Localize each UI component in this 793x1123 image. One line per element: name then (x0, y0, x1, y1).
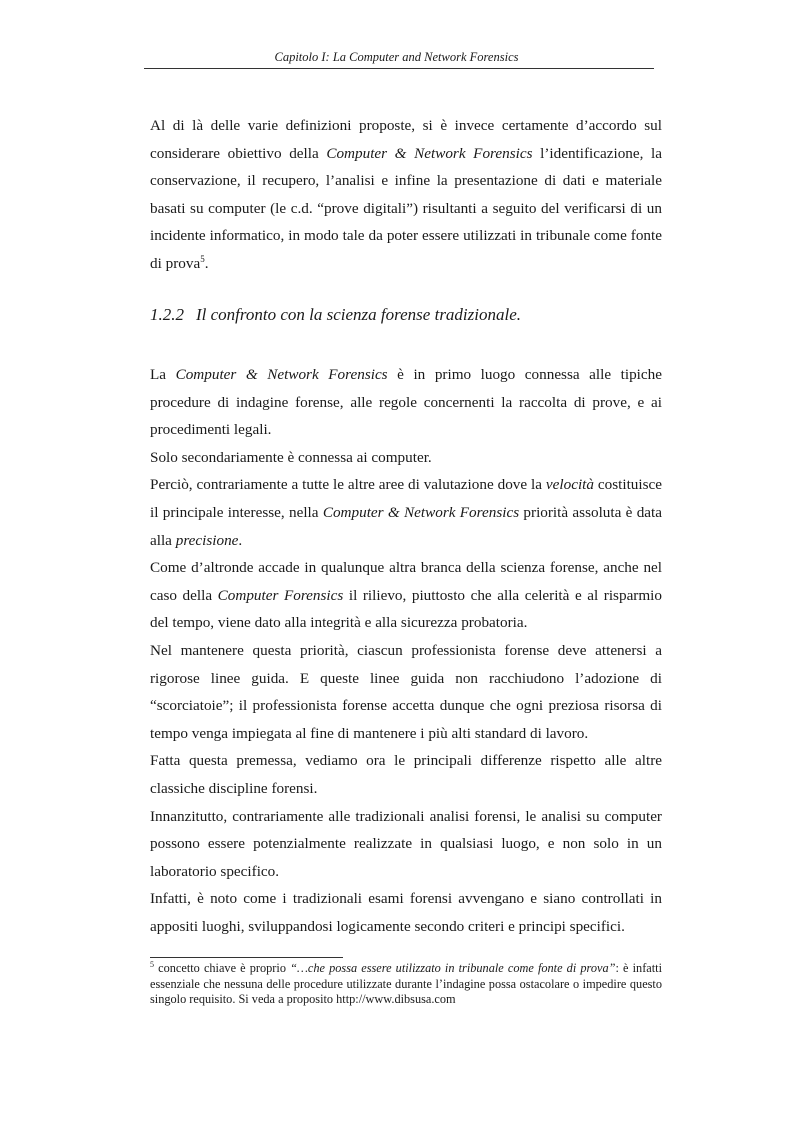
intro-paragraph: Al di là delle varie definizioni proposte, si è invece certamente d’accordo sul considerare obiettivo della Computer & Network Forensics l’identificazione, la conservazione, il recupero, l’analisi e infine la presentazione di dati e materiale basati su computer (le c.d. “prove digitali”) risultanti a seguito del verificarsi di un incidente informatico, in modo tale da poter essere utilizzati in tribunale come fonte di prova$^5$. (150, 117, 662, 272)
section-title: Il confronto con la scienza forense tradizionale. (196, 305, 522, 324)
section-heading (150, 305, 521, 325)
footnote-rule (150, 957, 343, 958)
footnote-ref: 5 (200, 253, 205, 264)
header-rule (144, 68, 654, 69)
paragraph: Nel mantenere questa priorità, ciascun professionista forense deve attenersi a rigorose linee guida. E queste linee guida non racchiudono l’adozione di “scorciatoie”; il professionista forense accetta dunque che ogni preziosa risorsa di tempo venga impiegata al fine di mantenere i più alti standard di lavoro. (150, 641, 662, 742)
footnote: $^5$ concetto chiave è proprio “…che possa essere utilizzato in tribunale come fonte di prova”: è infatti essenziale che nessuna delle procedure utilizzate durante l’indagine possa ostacolare o impedire questo singolo requisito. Si veda a proposito http://www.dibsusa.com (150, 960, 662, 1007)
section-body (150, 361, 662, 940)
paragraph: Infatti, è noto come i tradizionali esami forensi avvengano e siano controllati in appositi luoghi, sviluppandosi logicamente secondo criteri e principi specifici. (150, 890, 662, 935)
paragraph: Solo secondariamente è connessa ai computer. (150, 448, 432, 466)
paragraph: La Computer & Network Forensics è in primo luogo connessa alle tipiche procedure di indagine forense, alle regole concernenti la raccolta di prove, e ai procedimenti legali. (150, 366, 662, 439)
paragraph: Perciò, contrariamente a tutte le altre aree di valutazione dove la velocità costituisce il principale interesse, nella Computer & Network Forensics priorità assoluta è data alla precisione. (150, 476, 663, 549)
section-number: 1.2.2 (150, 305, 184, 324)
running-header: Capitolo I: La Computer and Network Forensics (274, 50, 519, 64)
footnote-number: 5 (150, 960, 154, 969)
paragraph: Innanzitutto, contrariamente alle tradizionali analisi forensi, le analisi su computer possono essere potenzialmente realizzate in qualsiasi luogo, e non solo in un laboratorio specifico. (150, 807, 662, 880)
paragraph: Come d’altronde accade in qualunque altra branca della scienza forense, anche nel caso della Computer Forensics il rilievo, piuttosto che alla celerità e al risparmio del tempo, viene dato alla integrità e alla sicurezza probatoria. (150, 559, 662, 632)
paragraph: Fatta questa premessa, vediamo ora le principali differenze rispetto alle altre classiche discipline forensi. (150, 752, 662, 797)
